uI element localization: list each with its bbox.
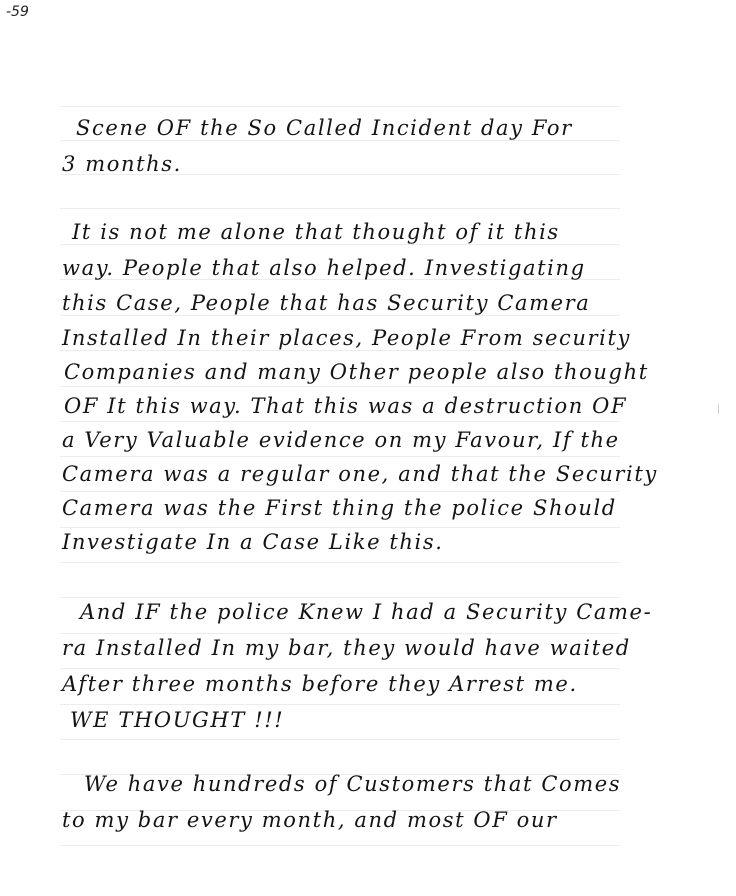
ruled-line [60,140,620,141]
ruled-line [60,668,620,669]
ruled-line [60,106,620,107]
ruled-line [60,315,620,316]
handwritten-line: Installed In their places, People From security [62,326,631,350]
ruled-line [60,704,620,705]
handwritten-line: And IF the police Knew I had a Security Came- [80,600,653,624]
ruled-line [60,562,620,563]
ruled-line [60,421,620,422]
ruled-line [60,597,620,598]
handwritten-line: Investigate In a Case Like this. [62,530,444,554]
handwritten-line: Scene OF the So Called Incident day For [76,116,573,140]
ruled-line [60,208,620,209]
handwritten-line: 3 months. [62,152,182,176]
page-number: -59 [6,4,29,20]
handwritten-line: OF It this way. That this was a destruction OF [64,394,628,418]
handwritten-line: this Case, People that has Security Camera [62,291,591,315]
handwritten-line: Camera was a regular one, and that the Security [62,462,658,486]
margin-mark [718,404,719,414]
ruled-line [60,633,620,634]
handwritten-line: Companies and many Other people also thought [64,360,649,384]
ruled-line [60,739,620,740]
ruled-line [60,845,620,846]
handwritten-line: It is not me alone that thought of it this [72,220,560,244]
ruled-line [60,491,620,492]
handwritten-line: Camera was the First thing the police Should [62,496,617,520]
ruled-line [60,350,620,351]
handwritten-line: to my bar every month, and most OF our [62,808,558,832]
handwritten-line: ra Installed In my bar, they would have waited [62,636,631,660]
handwritten-line: We have hundreds of Customers that Comes [84,772,622,796]
ruled-line [60,386,620,387]
handwritten-line: a Very Valuable evidence on my Favour, If the [62,428,620,452]
ruled-line [60,527,620,528]
ruled-line [60,456,620,457]
handwritten-line: way. People that also helped. Investigating [62,256,586,280]
handwritten-line: WE THOUGHT !!! [70,708,285,732]
ruled-line [60,244,620,245]
handwritten-line: After three months before they Arrest me. [62,672,578,696]
